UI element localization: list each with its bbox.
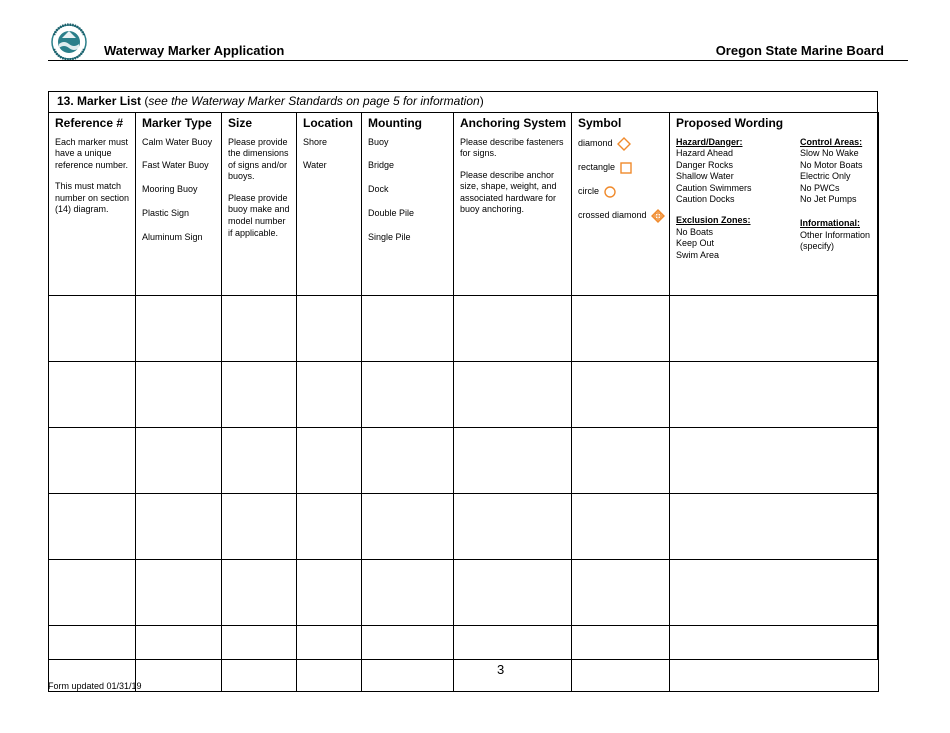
marker-type-entry-cell[interactable] bbox=[136, 493, 222, 559]
hazard-item: Caution Docks bbox=[676, 194, 735, 205]
marker-type-options bbox=[136, 132, 222, 296]
exclusion-heading: Exclusion Zones: bbox=[676, 215, 751, 226]
location-option: Water bbox=[303, 160, 327, 171]
column-header-anchoring: Anchoring System bbox=[454, 113, 572, 132]
location-entry-cell[interactable] bbox=[297, 295, 362, 361]
reference-instructions bbox=[49, 132, 136, 296]
diamond-icon bbox=[617, 137, 631, 151]
symbol-label: rectangle bbox=[578, 161, 616, 172]
marker-type-option: Mooring Buoy bbox=[142, 184, 198, 195]
symbol-option-crossed-diamond bbox=[578, 209, 665, 223]
size-instructions bbox=[222, 132, 297, 296]
symbol-options bbox=[572, 132, 670, 296]
mounting-entry-cell[interactable] bbox=[362, 427, 454, 493]
size-entry-cell[interactable] bbox=[222, 361, 297, 427]
marker-type-entry-cell[interactable] bbox=[136, 295, 222, 361]
location-entry-cell[interactable] bbox=[297, 493, 362, 559]
reference-entry-cell[interactable] bbox=[49, 427, 136, 493]
symbol-entry-cell[interactable] bbox=[572, 295, 670, 361]
proposed-wording-entry-cell[interactable] bbox=[670, 559, 879, 625]
mounting-options bbox=[362, 132, 454, 296]
size-entry-cell[interactable] bbox=[222, 625, 297, 691]
location-entry-cell[interactable] bbox=[297, 361, 362, 427]
mounting-option: Single Pile bbox=[368, 231, 411, 242]
marker-entry-rows bbox=[49, 295, 879, 691]
symbol-entry-cell[interactable] bbox=[572, 625, 670, 691]
location-entry-cell[interactable] bbox=[297, 559, 362, 625]
symbol-entry-cell[interactable] bbox=[572, 361, 670, 427]
section-number-label: 13. Marker List bbox=[57, 94, 142, 108]
section-open-paren: ( bbox=[144, 94, 149, 108]
symbol-option-circle bbox=[578, 185, 665, 199]
anchoring-entry-cell[interactable] bbox=[454, 295, 572, 361]
mounting-entry-cell[interactable] bbox=[362, 625, 454, 691]
marker-type-option: Plastic Sign bbox=[142, 207, 190, 218]
anchoring-entry-cell[interactable] bbox=[454, 625, 572, 691]
control-item: Electric Only bbox=[800, 171, 851, 182]
symbol-entry-cell[interactable] bbox=[572, 559, 670, 625]
column-header-location: Location bbox=[297, 113, 362, 132]
proposed-wording-entry-cell[interactable] bbox=[670, 625, 879, 691]
hazard-item: Hazard Ahead bbox=[676, 148, 734, 159]
size-entry-cell[interactable] bbox=[222, 427, 297, 493]
location-option: Shore bbox=[303, 136, 328, 147]
marker-list-table bbox=[48, 112, 879, 692]
mounting-entry-cell[interactable] bbox=[362, 295, 454, 361]
proposed-wording-entry-cell[interactable] bbox=[670, 427, 879, 493]
hazard-item: Shallow Water bbox=[676, 171, 734, 182]
symbol-label: crossed diamond bbox=[578, 209, 647, 220]
symbol-entry-cell[interactable] bbox=[572, 493, 670, 559]
control-item: No Jet Pumps bbox=[800, 194, 857, 205]
proposed-wording-examples bbox=[670, 132, 879, 296]
column-header-size: Size bbox=[222, 113, 297, 132]
anchoring-entry-cell[interactable] bbox=[454, 361, 572, 427]
section-close-paren: ) bbox=[479, 94, 484, 108]
size-entry-cell[interactable] bbox=[222, 295, 297, 361]
reference-entry-cell[interactable] bbox=[49, 559, 136, 625]
table-row bbox=[49, 493, 879, 559]
symbol-entry-cell[interactable] bbox=[572, 427, 670, 493]
size-note-2: Please provide buoy make and model number if applicable. bbox=[228, 192, 290, 238]
hazard-item: Danger Rocks bbox=[676, 159, 734, 170]
marker-type-entry-cell[interactable] bbox=[136, 625, 222, 691]
mounting-option: Bridge bbox=[368, 160, 395, 171]
mounting-option: Double Pile bbox=[368, 207, 415, 218]
section-title bbox=[57, 94, 484, 108]
size-entry-cell[interactable] bbox=[222, 559, 297, 625]
control-item: No PWCs bbox=[800, 182, 840, 193]
reference-entry-cell[interactable] bbox=[49, 361, 136, 427]
anchoring-entry-cell[interactable] bbox=[454, 559, 572, 625]
symbol-label: diamond bbox=[578, 137, 613, 148]
hazard-heading: Hazard/Danger: bbox=[676, 136, 743, 147]
column-header-proposed-wording: Proposed Wording bbox=[670, 113, 879, 132]
form-updated-note: Form updated 01/31/19 bbox=[48, 681, 142, 691]
anchoring-instructions bbox=[454, 132, 572, 296]
marker-type-option: Aluminum Sign bbox=[142, 231, 203, 242]
header-divider bbox=[48, 60, 908, 61]
mounting-entry-cell[interactable] bbox=[362, 559, 454, 625]
column-header-mounting: Mounting bbox=[362, 113, 454, 132]
anchoring-entry-cell[interactable] bbox=[454, 427, 572, 493]
mounting-option: Buoy bbox=[368, 136, 389, 147]
anchoring-note-1: Please describe fasteners for signs. bbox=[460, 136, 564, 159]
control-heading: Control Areas: bbox=[800, 136, 863, 147]
mounting-option: Dock bbox=[368, 184, 389, 195]
marker-list-section bbox=[48, 91, 878, 660]
column-header-reference: Reference # bbox=[49, 113, 136, 132]
location-entry-cell[interactable] bbox=[297, 427, 362, 493]
mounting-entry-cell[interactable] bbox=[362, 493, 454, 559]
form-title: Waterway Marker Application bbox=[104, 43, 285, 58]
exclusion-item: Keep Out bbox=[676, 238, 715, 249]
size-entry-cell[interactable] bbox=[222, 493, 297, 559]
circle-icon bbox=[603, 185, 617, 199]
size-note-1: Please provide the dimensions of signs and/or buoys. bbox=[228, 136, 289, 182]
marker-type-option: Calm Water Buoy bbox=[142, 136, 213, 147]
crossed-diamond-icon bbox=[651, 209, 665, 223]
marker-type-option: Fast Water Buoy bbox=[142, 160, 209, 171]
section-note: see the Waterway Marker Standards on page 5 for information bbox=[148, 94, 480, 108]
proposed-wording-entry-cell[interactable] bbox=[670, 361, 879, 427]
hazard-item: Caution Swimmers bbox=[676, 182, 752, 193]
table-header-row bbox=[49, 113, 879, 132]
location-entry-cell[interactable] bbox=[297, 625, 362, 691]
proposed-wording-entry-cell[interactable] bbox=[670, 493, 879, 559]
table-row bbox=[49, 361, 879, 427]
location-options bbox=[297, 132, 362, 296]
symbol-option-rectangle bbox=[578, 161, 665, 175]
info-heading: Informational: bbox=[800, 218, 860, 229]
proposed-wording-entry-cell[interactable] bbox=[670, 295, 879, 361]
anchoring-note-2: Please describe anchor size, shape, weight, and associated hardware for buoy anchoring. bbox=[460, 169, 557, 215]
rectangle-icon bbox=[619, 161, 633, 175]
mounting-entry-cell[interactable] bbox=[362, 361, 454, 427]
reference-entry-cell[interactable] bbox=[49, 493, 136, 559]
symbol-label: circle bbox=[578, 185, 600, 196]
marker-type-entry-cell[interactable] bbox=[136, 559, 222, 625]
marker-type-entry-cell[interactable] bbox=[136, 361, 222, 427]
table-row bbox=[49, 427, 879, 493]
reference-entry-cell[interactable] bbox=[49, 295, 136, 361]
anchoring-entry-cell[interactable] bbox=[454, 493, 572, 559]
reference-note-1: Each marker must have a unique reference number. bbox=[55, 136, 129, 170]
instructions-row bbox=[49, 132, 879, 296]
exclusion-item: Swim Area bbox=[676, 249, 720, 260]
reference-note-2: This must match number on section (14) diagram. bbox=[55, 181, 130, 215]
control-item: Slow No Wake bbox=[800, 148, 859, 159]
organization-name: Oregon State Marine Board bbox=[715, 43, 884, 58]
column-header-marker-type: Marker Type bbox=[136, 113, 222, 132]
marker-type-entry-cell[interactable] bbox=[136, 427, 222, 493]
exclusion-item: No Boats bbox=[676, 226, 714, 237]
info-item: Other Information (specify) bbox=[800, 229, 871, 252]
symbol-option-diamond bbox=[578, 137, 665, 151]
table-row bbox=[49, 625, 879, 691]
column-header-symbol: Symbol bbox=[572, 113, 670, 132]
control-item: No Motor Boats bbox=[800, 159, 863, 170]
osmb-logo bbox=[50, 22, 88, 64]
table-row bbox=[49, 559, 879, 625]
table-row bbox=[49, 295, 879, 361]
page-number: 3 bbox=[497, 662, 505, 677]
